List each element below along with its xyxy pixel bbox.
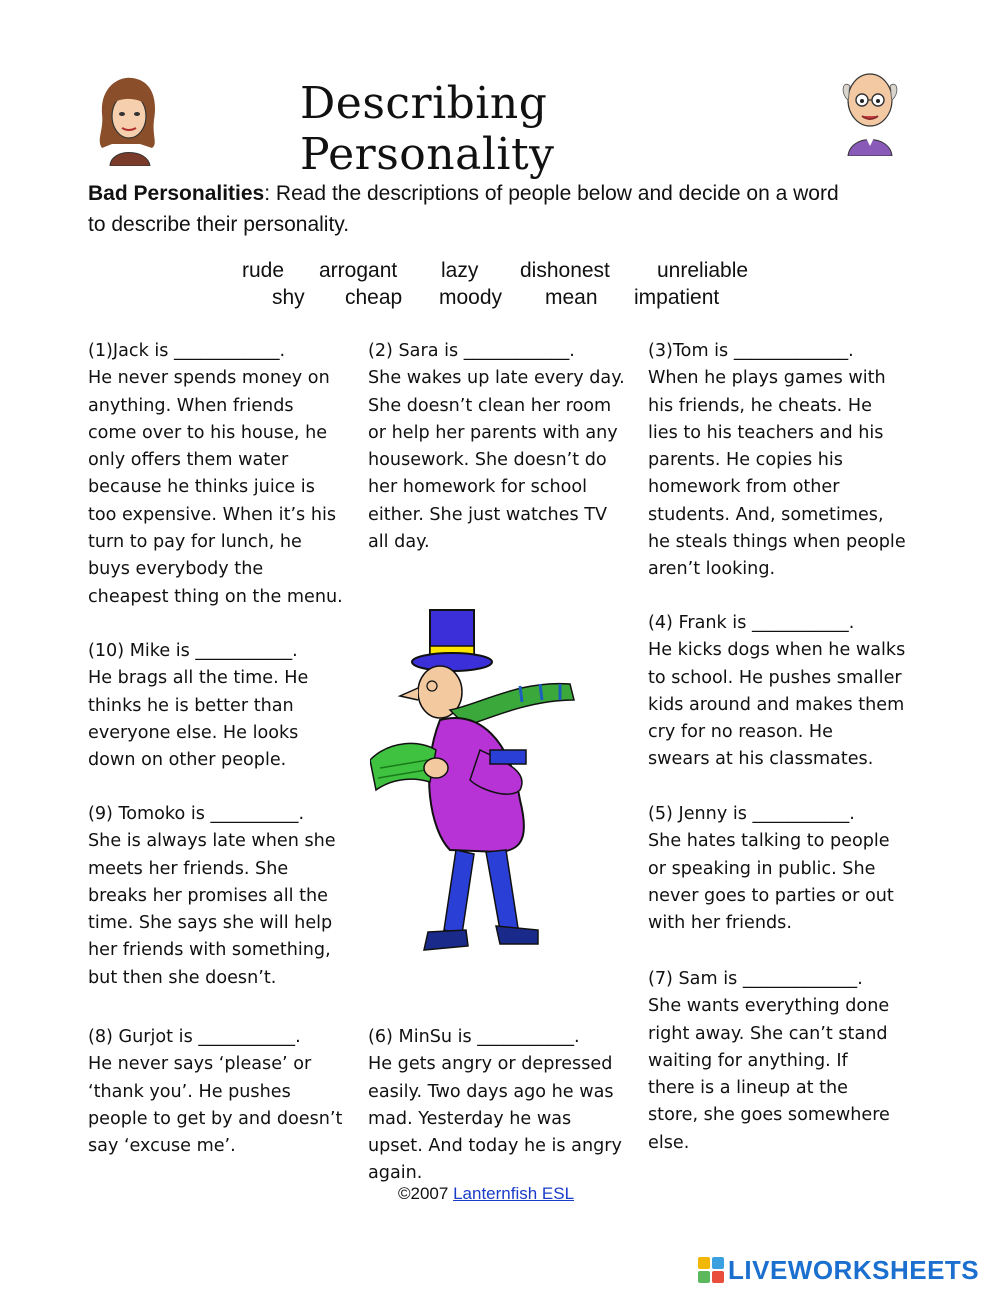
- item-line: (10) Mike is ___________.: [88, 641, 298, 661]
- copyright-text: ©2007: [398, 1184, 454, 1203]
- item-line: ‘thank you’. He pushes: [88, 1081, 291, 1102]
- item-line: He brags all the time. He: [88, 668, 309, 689]
- item-line: never goes to parties or out: [648, 885, 894, 906]
- item-line: She hates talking to people: [648, 831, 890, 852]
- item-line: He never says ‘please’ or: [88, 1054, 312, 1075]
- item-line: (8) Gurjot is ___________.: [88, 1027, 301, 1047]
- item-line: parents. He copies his: [648, 450, 843, 471]
- item-line: mad. Yesterday he was: [368, 1108, 572, 1129]
- item-minsu: [368, 1024, 638, 1188]
- item-jenny: [648, 801, 918, 937]
- word-bank-item: shy: [272, 286, 305, 309]
- item-line: He kicks dogs when he walks: [648, 640, 906, 661]
- item-line: She doesn’t clean her room: [368, 395, 612, 416]
- word-bank-item: mean: [545, 286, 598, 309]
- item-line: or speaking in public. She: [648, 858, 876, 879]
- item-frank: [648, 610, 918, 774]
- item-line: breaks her promises all the: [88, 885, 328, 906]
- item-line: because he thinks juice is: [88, 477, 315, 498]
- item-line: only offers them water: [88, 450, 289, 471]
- liveworksheets-logo[interactable]: [698, 1252, 979, 1288]
- old-man-portrait-icon: [834, 64, 906, 156]
- item-line: come over to his house, he: [88, 422, 328, 443]
- item-line: anything. When friends: [88, 395, 294, 416]
- item-line: When he plays games with: [648, 368, 886, 389]
- item-line: else.: [648, 1132, 690, 1153]
- item-line: he steals things when people: [648, 532, 906, 553]
- item-line: waiting for anything. If: [648, 1050, 848, 1071]
- word-bank-item: cheap: [345, 286, 403, 309]
- item-line: upset. And today he is angry: [368, 1136, 622, 1157]
- item-line: aren’t looking.: [648, 559, 776, 580]
- stingy-man-illustration: [370, 600, 600, 1000]
- item-line: there is a lineup at the: [648, 1078, 848, 1099]
- item-line: right away. She can’t stand: [648, 1023, 888, 1044]
- item-line: again.: [368, 1163, 423, 1184]
- word-bank-item: impatient: [634, 286, 720, 309]
- item-line: He never spends money on: [88, 368, 330, 389]
- item-line: She wakes up late every day.: [368, 368, 625, 389]
- item-line: cheapest thing on the menu.: [88, 586, 343, 607]
- item-line: either. She just watches TV: [368, 504, 608, 525]
- item-gurjot: [88, 1024, 358, 1160]
- word-bank-item: dishonest: [520, 259, 610, 282]
- item-line: his friends, he cheats. He: [648, 395, 872, 416]
- item-line: (3)Tom is _____________.: [648, 341, 854, 361]
- item-line: store, she goes somewhere: [648, 1105, 890, 1126]
- item-line: everyone else. He looks: [88, 722, 299, 743]
- item-sara: [368, 338, 638, 556]
- logo-blocks-icon: [698, 1257, 724, 1283]
- item-line: her friends with something,: [88, 940, 331, 961]
- item-line: She is always late when she: [88, 831, 336, 852]
- item-line: He gets angry or depressed: [368, 1054, 613, 1075]
- logo-text: LIVEWORKSHEETS: [728, 1254, 980, 1285]
- item-line: (6) MinSu is ___________.: [368, 1027, 580, 1047]
- item-line: people to get by and doesn’t: [88, 1108, 343, 1129]
- item-line: time. She says she will help: [88, 913, 333, 934]
- word-bank-item: unreliable: [657, 259, 749, 282]
- word-bank-item: rude: [242, 259, 285, 282]
- word-bank-row-1: [0, 259, 1000, 287]
- item-line: (1)Jack is ____________.: [88, 341, 286, 361]
- instructions-text-line2: to describe their personality.: [88, 213, 350, 236]
- item-line: too expensive. When it’s his: [88, 504, 337, 525]
- instructions-heading: Bad Personalities: [88, 182, 265, 205]
- item-sam: [648, 966, 918, 1157]
- item-line: with her friends.: [648, 913, 792, 934]
- item-line: kids around and makes them: [648, 694, 905, 715]
- word-bank-item: lazy: [441, 259, 479, 282]
- item-line: but then she doesn’t.: [88, 967, 277, 988]
- item-line: students. And, sometimes,: [648, 504, 884, 525]
- item-line: to school. He pushes smaller: [648, 667, 902, 688]
- woman-portrait-icon: [92, 74, 164, 166]
- item-line: homework from other: [648, 477, 840, 498]
- item-tomoko: [88, 801, 358, 992]
- item-line: swears at his classmates.: [648, 749, 874, 770]
- item-line: easily. Two days ago he was: [368, 1081, 614, 1102]
- item-jack: [88, 338, 358, 611]
- item-line: (5) Jenny is ___________.: [648, 804, 855, 824]
- item-line: (7) Sam is _____________.: [648, 969, 863, 989]
- instructions: [88, 178, 918, 240]
- item-line: lies to his teachers and his: [648, 422, 884, 443]
- instructions-text: : Read the descriptions of people below and decide on a word: [264, 182, 839, 205]
- item-line: down on other people.: [88, 750, 287, 771]
- item-line: buys everybody the: [88, 559, 264, 580]
- item-mike: [88, 638, 358, 774]
- item-line: thinks he is better than: [88, 695, 294, 716]
- item-line: (9) Tomoko is __________.: [88, 804, 305, 824]
- item-line: say ‘excuse me’.: [88, 1136, 236, 1157]
- item-line: meets her friends. She: [88, 858, 289, 879]
- item-line: (2) Sara is ____________.: [368, 341, 575, 361]
- item-line: housework. She doesn’t do: [368, 450, 607, 471]
- item-line: turn to pay for lunch, he: [88, 532, 302, 553]
- item-line: She wants everything done: [648, 996, 890, 1017]
- item-line: or help her parents with any: [368, 422, 618, 443]
- page-title: Describing Personality: [300, 78, 555, 180]
- word-bank-item: arrogant: [319, 259, 398, 282]
- copyright-footer: [398, 1184, 574, 1204]
- item-line: cry for no reason. He: [648, 722, 833, 743]
- lanternfish-link[interactable]: Lanternfish ESL: [453, 1184, 575, 1203]
- item-line: her homework for school: [368, 477, 588, 498]
- item-line: all day.: [368, 532, 430, 553]
- word-bank-row-2: [0, 286, 1000, 314]
- item-line: (4) Frank is ___________.: [648, 613, 855, 633]
- item-tom: [648, 338, 918, 584]
- word-bank-item: moody: [439, 286, 503, 309]
